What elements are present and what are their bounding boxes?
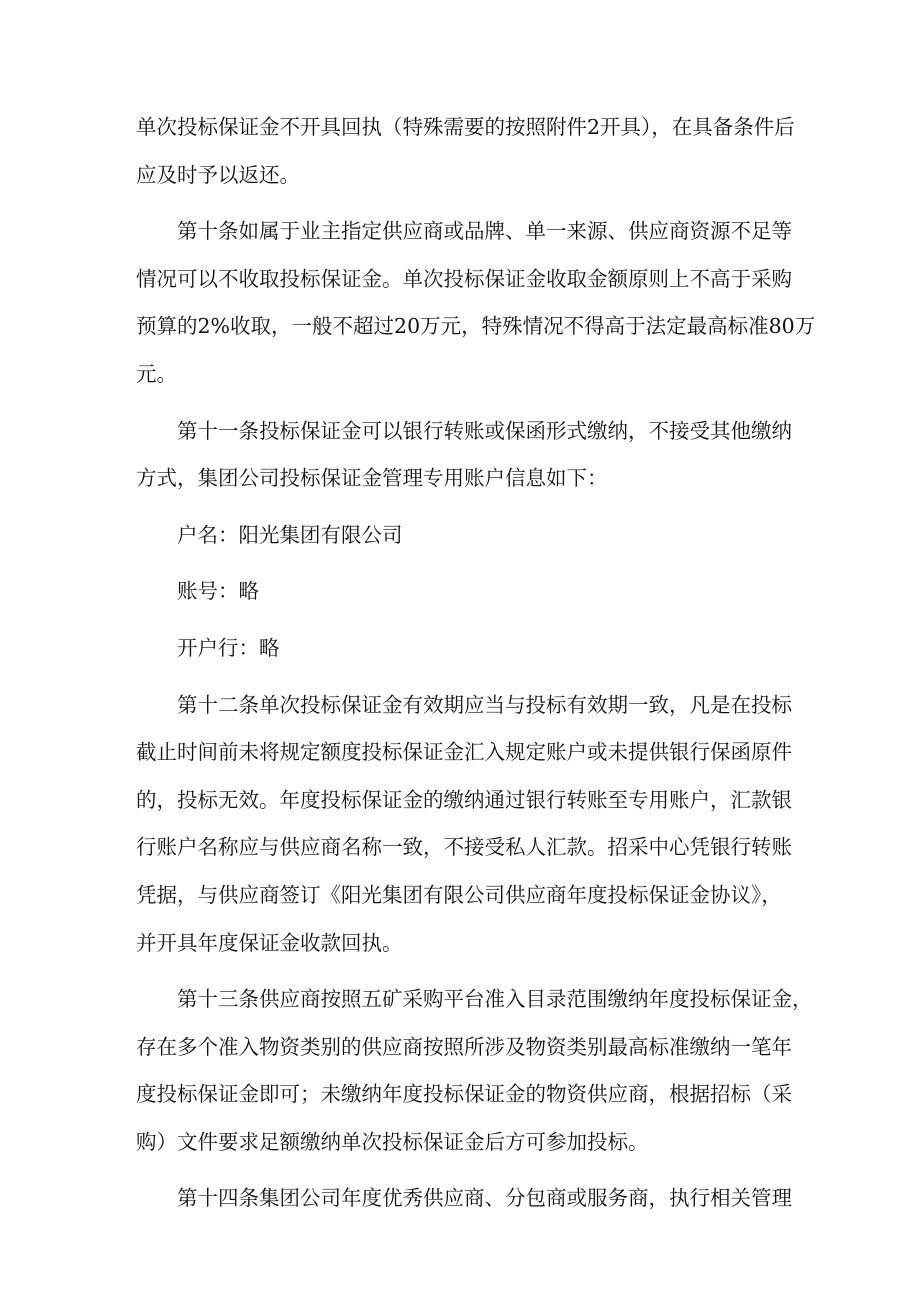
text-line: 并开具年度保证金收款回执。 xyxy=(136,930,403,955)
text-line: 截止时间前未将规定额度投标保证金汇入规定账户或未提供银行保函原件 xyxy=(136,740,792,765)
text-line: 第十条如属于业主指定供应商或品牌、单一来源、供应商资源不足等 xyxy=(177,219,792,244)
text-line: 户名：阳光集团有限公司 xyxy=(177,522,403,547)
text-line: 第十二条单次投标保证金有效期应当与投标有效期一致，凡是在投标 xyxy=(177,692,792,717)
text-line: 存在多个准入物资类别的供应商按照所涉及物资类别最高标准缴纳一笔年 xyxy=(136,1034,792,1059)
text-line: 凭据，与供应商签订《阳光集团有限公司供应商年度投标保证金协议》， xyxy=(136,882,782,907)
paragraph-article-10 xyxy=(136,208,816,398)
text-line: 第十四条集团公司年度优秀供应商、分包商或服务商，执行相关管理 xyxy=(177,1186,792,1211)
text-line: 账号：略 xyxy=(177,579,259,604)
text-line: 第十三条供应商按照五矿采购平台准入目录范围缴纳年度投标保证金， xyxy=(177,987,813,1012)
account-number xyxy=(136,568,800,616)
text-line: 的，投标无效。年度投标保证金的缴纳通过银行转账至专用账户，汇款银 xyxy=(136,787,792,812)
text-line: 元。 xyxy=(136,361,177,386)
text-line: 开户行：略 xyxy=(177,635,280,660)
account-name xyxy=(136,512,800,560)
account-bank xyxy=(136,625,800,673)
text-line: 购）文件要求足额缴纳单次投标保证金后方可参加投标。 xyxy=(136,1129,649,1154)
paragraph-continuation xyxy=(136,104,800,199)
text-line: 方式，集团公司投标保证金管理专用账户信息如下： xyxy=(136,466,608,491)
paragraph-article-14 xyxy=(136,1175,800,1223)
text-line: 情况可以不收取投标保证金。单次投标保证金收取金额原则上不高于采购 xyxy=(136,266,792,291)
text-line: 单次投标保证金不开具回执（特殊需要的按照附件2开具），在具备条件后 xyxy=(136,115,795,139)
paragraph-article-11 xyxy=(136,408,800,503)
text-line: 行账户名称应与供应商名称一致，不接受私人汇款。招采中心凭银行转账 xyxy=(136,835,792,860)
text-line: 应及时予以返还。 xyxy=(136,162,300,187)
document-body xyxy=(136,104,816,1232)
text-line: 预算的2%收取，一般不超过20万元，特殊情况不得高于法定最高标准80万 xyxy=(136,314,816,339)
text-line: 第十一条投标保证金可以银行转账或保函形式缴纳，不接受其他缴纳 xyxy=(177,418,792,443)
text-line: 度投标保证金即可；未缴纳年度投标保证金的物资供应商，根据招标（采 xyxy=(136,1082,792,1107)
paragraph-article-12 xyxy=(136,682,800,968)
paragraph-article-13 xyxy=(136,976,813,1166)
